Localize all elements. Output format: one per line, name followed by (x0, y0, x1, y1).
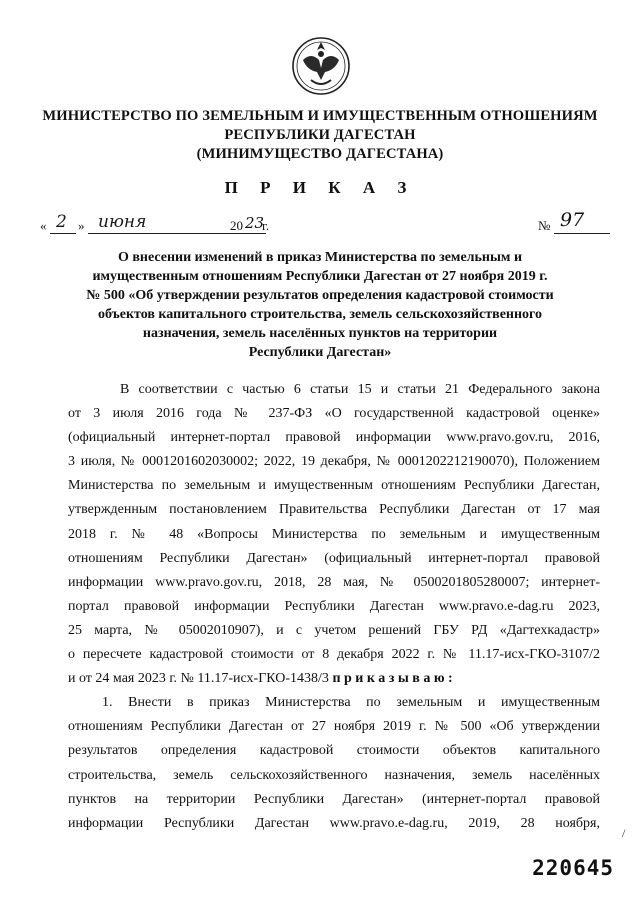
paragraph-1-last-line (68, 667, 600, 691)
date-quote-open: « (40, 218, 47, 233)
paragraph-2-line: результатов определения кадастровой стоимости объектов капитального (68, 743, 600, 759)
ministry-name-line1: МИНИСТЕРСТВО ПО ЗЕМЕЛЬНЫМ И ИМУЩЕСТВЕННЫМ ОТНОШЕНИЯМ (42, 108, 598, 124)
coat-of-arms-icon (285, 28, 357, 100)
paragraph-1-line: от 3 июля 2016 года № 237-ФЗ «О государственной кадастровой оценке» (68, 406, 600, 422)
order-number: 97 (560, 209, 585, 231)
paragraph-1-line: 2018 г. № 48 «Вопросы Министерства по земельным и имущественным (68, 526, 600, 542)
year-handwritten: 23 (245, 214, 265, 232)
paragraph-2-line: отношениям Республики Дагестан от 27 ноября 2019 г. № 500 «Об утверждении (68, 719, 600, 735)
date-quote-close: » (78, 218, 85, 233)
body-text (68, 378, 600, 836)
paragraph-1-line: информации www.pravo.gov.ru, 2018, 28 мая, № 0500201805280007; интернет- (68, 574, 600, 590)
paragraph-2-line: информации Республики Дагестан www.pravo.e-dag.ru, 2019, 28 ноября, (68, 815, 600, 831)
order-title: П Р И К А З (224, 178, 416, 197)
paragraph-1-last-text: и от 24 мая 2023 г. № 11.17-исх-ГКО-1438/3 (68, 671, 333, 687)
document-id: 220645 (532, 856, 614, 880)
paragraph-1-line: 25 марта, № 05002010907), и с учетом решений ГБУ РД «Дагтехкадастр» (68, 622, 600, 638)
subject-line: № 500 «Об утверждении результатов определения кадастровой стоимости (86, 288, 554, 303)
order-subject (40, 248, 600, 362)
paragraph-1-line: 3 июля, № 0001201602030002; 2022, 19 декабря, № 0001202212190070), Положением (68, 454, 600, 470)
year-suffix: г. (262, 218, 270, 233)
subject-line: объектов капитального строительства, земель сельскохозяйственного (97, 307, 543, 322)
paragraph-1-line: портал правовой информации Республики Дагестан www.pravo.e-dag.ru 2023, (68, 598, 600, 614)
date-number-row (40, 209, 610, 238)
paragraph-1-line: Министерства по земельным и имущественным отношениям Республики Дагестан, (68, 478, 600, 494)
year-prefix: 20 (230, 218, 243, 233)
paragraph-1-line: В соответствии с частью 6 статьи 15 и статьи 21 Федерального закона (120, 382, 600, 397)
paragraph-1-line: о пересчете кадастровой стоимости от 8 декабря 2022 г. № 11.17-исх-ГКО-3107/2 (68, 647, 600, 663)
subject-line: Республики Дагестан» (248, 345, 392, 360)
paragraph-2-line: пунктов на территории Республики Дагестан» (интернет-портал правовой (68, 791, 600, 807)
ministry-short-name: (МИНИМУЩЕСТВО ДАГЕСТАНА) (196, 146, 444, 162)
order-decree-word: приказываю: (332, 671, 457, 687)
paragraph-1-line: утвержденным постановлением Правительства Республики Дагестан от 17 мая (68, 502, 600, 518)
margin-mark: / (622, 826, 626, 840)
number-sign: № (538, 218, 551, 233)
date-month: июня (98, 212, 147, 232)
paragraph-2-line: 1. Внести в приказ Министерства по земельным и имущественным (102, 695, 600, 711)
ministry-name-line2: РЕСПУБЛИКИ ДАГЕСТАН (224, 127, 416, 143)
paragraph-1-line: отношениям Республики Дагестан» (официальный интернет-портал правовой (68, 550, 600, 566)
subject-line: имущественным отношениям Республики Дагестан от 27 ноября 2019 г. (92, 269, 548, 284)
number-underline (554, 233, 610, 234)
paragraph-2-line: строительства, земель сельскохозяйственного назначения, земель населённых (68, 767, 600, 783)
paragraph-1-line: (официальный интернет-портал правовой информации www.pravo.gov.ru, 2016, (68, 430, 600, 446)
subject-line: назначения, земель населённых пунктов на территории (142, 326, 498, 341)
day-underline (50, 233, 76, 234)
subject-line: О внесении изменений в приказ Министерства по земельным и (117, 250, 523, 265)
date-day: 2 (56, 212, 67, 232)
